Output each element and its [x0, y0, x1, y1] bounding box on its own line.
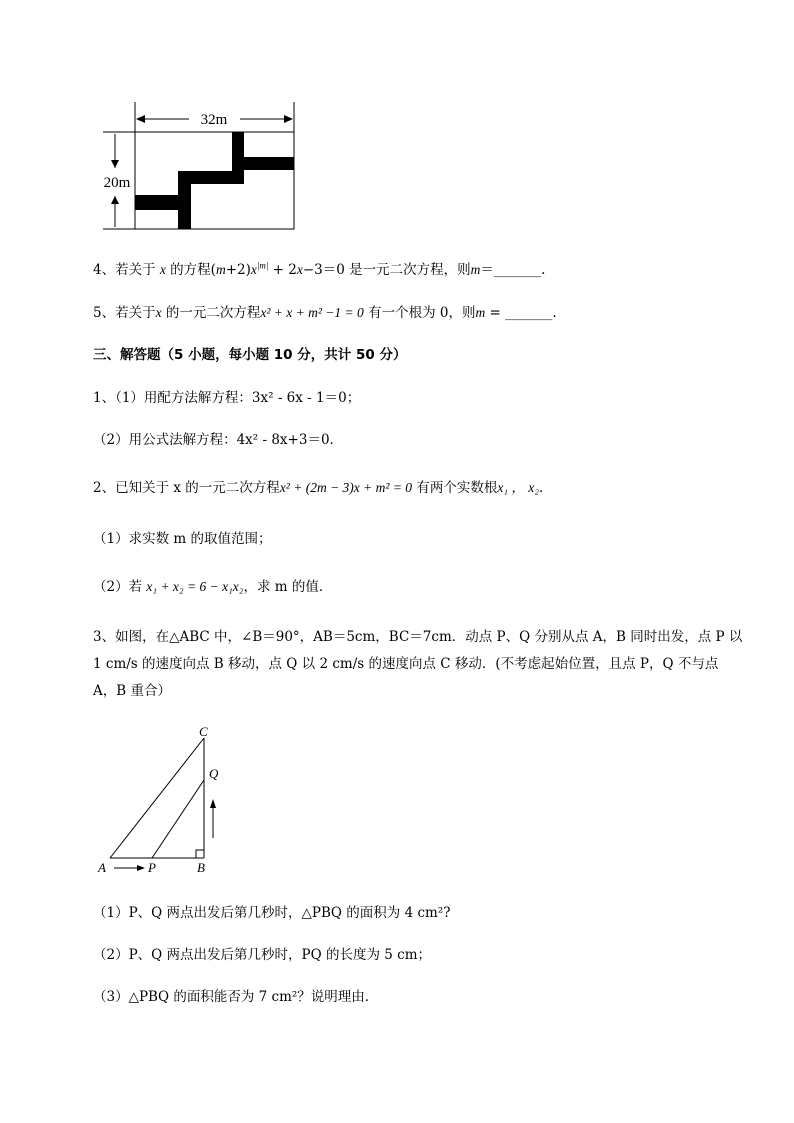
figure-rectangle-path — [95, 100, 305, 235]
figure-triangle — [90, 720, 240, 880]
problem-3-line-3: A，B 重合） — [93, 683, 171, 699]
problem-3-part-3: （3）△PBQ 的面积能否为 7 cm²？说明理由． — [93, 989, 379, 1005]
svg-text:B: B — [197, 860, 205, 875]
svg-text:Q: Q — [209, 766, 219, 781]
question-5: 5、若关于x 的一元二次方程x² + x + m² −1 = 0 有一个根为 0，则m = _______. — [93, 305, 557, 321]
problem-2-stem: 2、已知关于 x 的一元二次方程x² + (2m − 3)x + m² = 0 有两个实数根x₁ ， x₂． — [93, 480, 553, 496]
problem-3-part-1: （1）P、Q 两点出发后第几秒时，△PBQ 的面积为 4 cm²? — [93, 905, 451, 921]
height-label: 20m — [103, 175, 131, 191]
problem-2-part-2: （2）若 x₁ + x₂ = 6 − x₁x₂，求 m 的值． — [93, 579, 333, 595]
problem-3-line-1: 3、如图，在△ABC 中，∠B＝90°，AB＝5cm，BC＝7cm．动点 P、Q 分别从点 A，B 同时出发，点 P 以 — [93, 629, 743, 645]
problem-1-part-2: （2）用公式法解方程：4x² - 8x+3＝0． — [93, 432, 344, 448]
width-label: 32m — [200, 112, 228, 128]
problem-3-line-2: 1 cm/s 的速度向点 B 移动，点 Q 以 2 cm/s 的速度向点 C 移动．(不考虑起始位置，且点 P，Q 不与点 — [93, 656, 719, 672]
question-4: 4、若关于 x 的方程$(m+2)x^{|m|} + 2x-3=0$ 是一元二次方程，则m＝_______. — [93, 260, 546, 278]
problem-2-part-1: （1）求实数 m 的取值范围； — [93, 531, 272, 547]
svg-text:C: C — [199, 724, 208, 739]
svg-text:A: A — [98, 860, 106, 875]
svg-text:P: P — [148, 860, 156, 875]
problem-3-part-2: （2）P、Q 两点出发后第几秒时，PQ 的长度为 5 cm； — [93, 947, 432, 963]
section-title: 三、解答题（5 小题，每小题 10 分，共计 50 分） — [93, 347, 407, 363]
problem-1-part-1: 1、（1）用配方法解方程：3x² - 6x - 1＝0； — [93, 390, 361, 406]
